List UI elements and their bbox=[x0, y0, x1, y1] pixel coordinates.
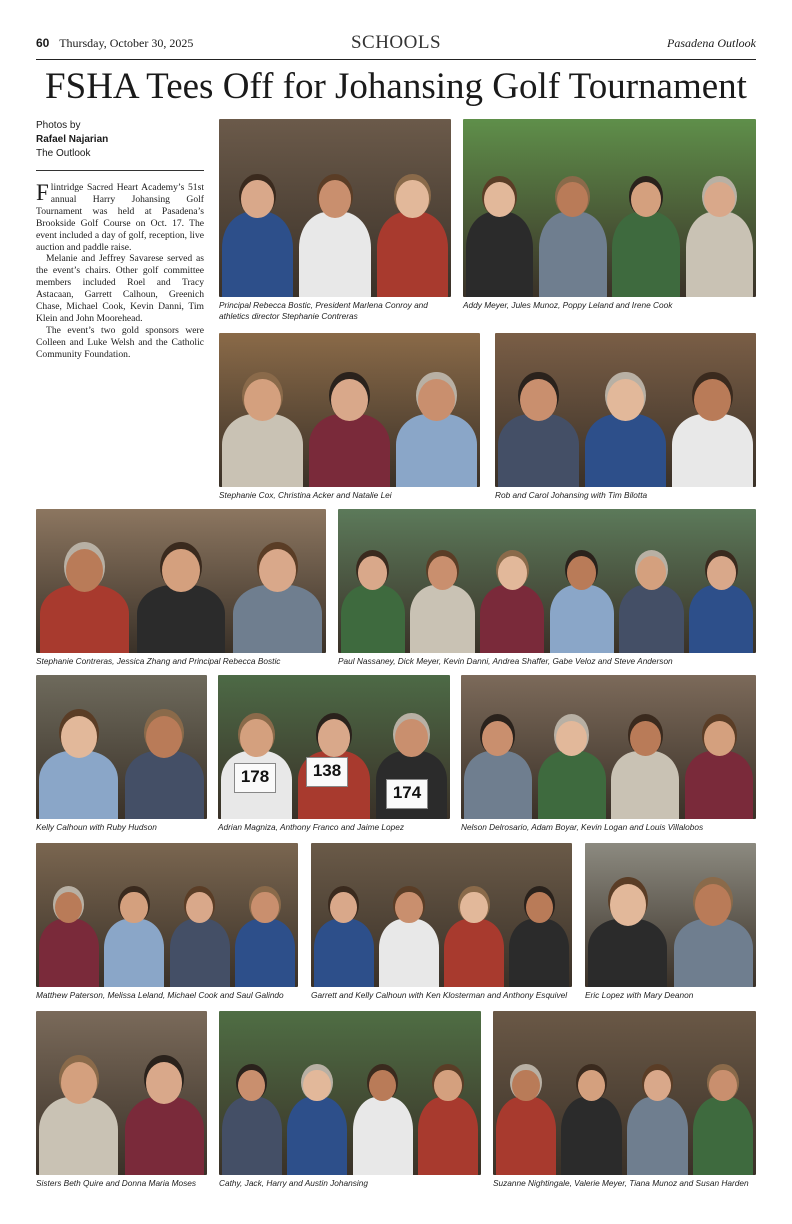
person-figure bbox=[309, 414, 389, 487]
person-face bbox=[240, 719, 272, 756]
person-face bbox=[498, 556, 527, 590]
photo-caption: Eric Lopez with Mary Deanon bbox=[585, 990, 694, 1000]
article-paragraph: The event’s two gold sponsors were Colleen and Luke Welsh and the Catholic Community Foundation. bbox=[36, 324, 204, 360]
person-face bbox=[244, 379, 281, 421]
person-face bbox=[66, 549, 103, 592]
person-figure bbox=[538, 751, 606, 819]
photo bbox=[219, 119, 451, 297]
photo bbox=[36, 843, 298, 987]
person-face bbox=[630, 721, 661, 757]
person-figure bbox=[379, 919, 439, 987]
person-face bbox=[520, 379, 557, 421]
person-figure bbox=[137, 585, 226, 653]
person-figure bbox=[125, 751, 204, 819]
person-figure bbox=[509, 919, 569, 987]
person-face bbox=[318, 719, 350, 756]
person-face bbox=[644, 1070, 672, 1102]
photo-caption: Adrian Magniza, Anthony Franco and Jaime Lopez bbox=[218, 822, 405, 832]
person-figure bbox=[550, 585, 614, 653]
person-figure bbox=[233, 585, 322, 653]
person-face bbox=[331, 379, 368, 421]
person-figure bbox=[444, 919, 504, 987]
person-figure bbox=[686, 212, 753, 297]
person-face bbox=[241, 180, 273, 217]
person-figure bbox=[693, 1097, 753, 1175]
photo bbox=[463, 119, 756, 297]
issue-date: Thursday, October 30, 2025 bbox=[59, 36, 194, 50]
person-figure bbox=[377, 212, 448, 297]
person-face bbox=[162, 549, 199, 592]
photo-caption: Matthew Paterson, Melissa Leland, Michael Cook and Saul Galindo bbox=[36, 990, 284, 1000]
person-face bbox=[396, 180, 428, 217]
number-sign: 138 bbox=[306, 757, 348, 787]
person-face bbox=[61, 1062, 97, 1103]
photo-caption: Sisters Beth Quire and Donna Maria Moses bbox=[36, 1178, 197, 1188]
person-face bbox=[610, 884, 646, 925]
byline-outlet: The Outlook bbox=[36, 148, 91, 159]
person-face bbox=[694, 379, 731, 421]
photo-caption: Paul Nassaney, Dick Meyer, Kevin Danni, Andrea Shaffer, Gabe Veloz and Steve Anderson bbox=[338, 656, 673, 666]
photo bbox=[219, 333, 480, 487]
photo bbox=[461, 675, 756, 819]
person-figure bbox=[498, 414, 578, 487]
person-face bbox=[704, 721, 735, 757]
person-figure bbox=[561, 1097, 621, 1175]
photo-caption: Rob and Carol Johansing with Tim Bilotta bbox=[495, 490, 648, 500]
photo bbox=[219, 1011, 481, 1175]
photo bbox=[36, 509, 326, 653]
photo bbox=[338, 509, 756, 653]
person-figure bbox=[611, 751, 679, 819]
photo-caption: Kelly Calhoun with Ruby Hudson bbox=[36, 822, 157, 832]
person-figure bbox=[222, 1097, 282, 1175]
byline-photographer: Rafael Najarian bbox=[36, 134, 109, 145]
person-face bbox=[707, 556, 736, 590]
person-figure bbox=[496, 1097, 556, 1175]
photo-caption: Addy Meyer, Jules Munoz, Poppy Leland and Irene Cook bbox=[463, 300, 673, 310]
person-face bbox=[146, 716, 182, 757]
photo bbox=[495, 333, 756, 487]
person-figure bbox=[39, 919, 99, 987]
photo bbox=[585, 843, 756, 987]
header-rule bbox=[36, 59, 756, 60]
person-figure bbox=[612, 212, 679, 297]
photo bbox=[218, 675, 450, 819]
person-figure bbox=[396, 414, 476, 487]
person-face bbox=[512, 1070, 540, 1102]
person-face bbox=[395, 719, 427, 756]
person-face bbox=[61, 716, 97, 757]
photo-caption: Garrett and Kelly Calhoun with Ken Klosterman and Anthony Esquivel bbox=[311, 990, 568, 1000]
person-face bbox=[637, 556, 666, 590]
person-figure bbox=[480, 585, 544, 653]
photo bbox=[36, 675, 207, 819]
person-figure bbox=[170, 919, 230, 987]
person-figure bbox=[125, 1097, 204, 1175]
photo-caption: Principal Rebecca Bostic, President Marlena Conroy and athletics director Stephanie Contreras bbox=[219, 300, 428, 321]
person-figure bbox=[418, 1097, 478, 1175]
person-face bbox=[395, 892, 422, 924]
person-figure bbox=[619, 585, 683, 653]
person-face bbox=[567, 556, 596, 590]
person-face bbox=[526, 892, 553, 924]
person-face bbox=[251, 892, 279, 924]
person-figure bbox=[222, 414, 302, 487]
person-face bbox=[607, 379, 644, 421]
number-sign: 178 bbox=[234, 763, 276, 793]
photo bbox=[36, 1011, 207, 1175]
photo-caption: Stephanie Contreras, Jessica Zhang and Principal Rebecca Bostic bbox=[36, 656, 281, 666]
person-figure bbox=[410, 585, 474, 653]
photo-caption: Cathy, Jack, Harry and Austin Johansing bbox=[219, 1178, 368, 1188]
person-figure bbox=[299, 212, 370, 297]
photo bbox=[311, 843, 572, 987]
person-face bbox=[556, 721, 587, 757]
person-figure bbox=[539, 212, 606, 297]
person-face bbox=[709, 1070, 737, 1102]
person-figure bbox=[235, 919, 295, 987]
photo-caption: Nelson Delrosario, Adam Boyar, Kevin Logan and Louis Villalobos bbox=[461, 822, 704, 832]
person-figure bbox=[627, 1097, 687, 1175]
photo-caption: Stephanie Cox, Christina Acker and Natalie Lei bbox=[219, 490, 392, 500]
person-face bbox=[120, 892, 148, 924]
person-figure bbox=[353, 1097, 413, 1175]
person-face bbox=[146, 1062, 182, 1103]
person-face bbox=[319, 180, 351, 217]
person-figure bbox=[689, 585, 753, 653]
number-sign: 174 bbox=[386, 779, 428, 809]
page-header-left bbox=[36, 36, 193, 51]
person-figure bbox=[39, 1097, 118, 1175]
article-paragraph: Flintridge Sacred Heart Academy’s 51st annual Harry Johansing Golf Tournament was held at Pasadena’s Brookside Golf Course on Oct. 17. The event included a day of golf, reception, live auction and paddle raise. bbox=[36, 180, 204, 253]
person-figure bbox=[314, 919, 374, 987]
person-face bbox=[704, 182, 735, 217]
person-figure bbox=[341, 585, 405, 653]
person-figure bbox=[39, 751, 118, 819]
person-face bbox=[303, 1070, 331, 1102]
photo bbox=[493, 1011, 756, 1175]
person-face bbox=[484, 182, 515, 217]
person-figure bbox=[466, 212, 533, 297]
person-face bbox=[434, 1070, 462, 1102]
article-paragraph: Melanie and Jeffrey Savarese served as the event’s chairs. Other golf committee members included Roel and Tracy Astacaan, Garrett Calhoun, Greenich Chase, Michael Cook, Kevin Danni, Tim Klein and John Moorehead. bbox=[36, 253, 204, 324]
person-face bbox=[460, 892, 487, 924]
person-figure bbox=[222, 212, 293, 297]
person-figure bbox=[40, 585, 129, 653]
publication-name: Pasadena Outlook bbox=[667, 36, 756, 50]
byline-rule bbox=[36, 170, 204, 171]
person-figure bbox=[588, 919, 667, 987]
person-figure bbox=[585, 414, 665, 487]
drop-cap: F bbox=[36, 180, 49, 205]
headline: FSHA Tees Off for Johansing Golf Tournament bbox=[45, 66, 747, 107]
section-label: SCHOOLS bbox=[350, 32, 442, 53]
byline-photos-by: Photos by bbox=[36, 120, 81, 131]
person-figure bbox=[464, 751, 532, 819]
person-figure bbox=[104, 919, 164, 987]
byline bbox=[36, 119, 204, 161]
person-figure bbox=[685, 751, 753, 819]
article-body bbox=[36, 182, 204, 361]
person-face bbox=[428, 556, 457, 590]
page-number: 60 bbox=[36, 36, 50, 50]
person-face bbox=[418, 379, 455, 421]
person-figure bbox=[287, 1097, 347, 1175]
person-face bbox=[695, 884, 731, 925]
person-figure bbox=[674, 919, 753, 987]
person-figure bbox=[672, 414, 752, 487]
person-face bbox=[358, 556, 387, 590]
photo-caption: Suzanne Nightingale, Valerie Meyer, Tiana Munoz and Susan Harden bbox=[493, 1178, 749, 1188]
